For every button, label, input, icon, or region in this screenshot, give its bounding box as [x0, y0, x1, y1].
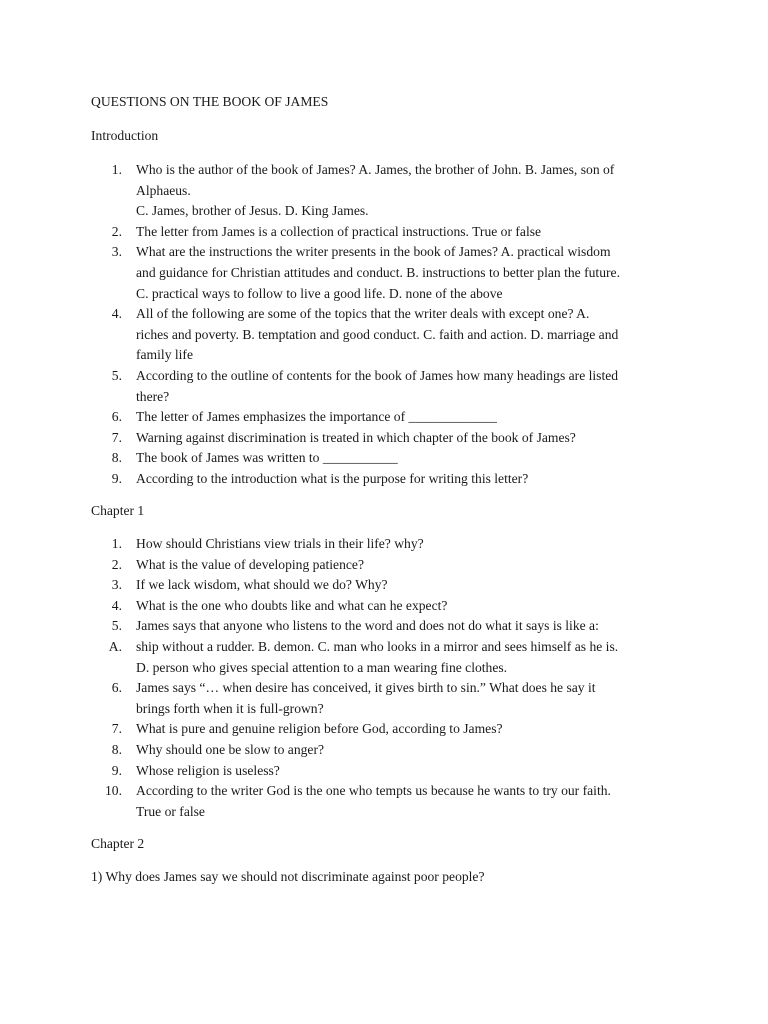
chapter-1-question-list: [0, 534, 768, 822]
question-item: [0, 575, 676, 596]
question-item: [0, 761, 676, 782]
question-text-line: According to the outline of contents for the book of James how many headings are listed: [136, 367, 619, 383]
question-number: 10.: [105, 783, 122, 799]
question-text-line: there?: [136, 388, 170, 404]
question-item: [0, 448, 676, 469]
question-item: [0, 740, 676, 761]
question-number: 3.: [111, 244, 122, 260]
question-item: [0, 616, 676, 637]
question-text-line: Alphaeus.: [136, 182, 191, 198]
introduction-question-list: [0, 160, 768, 490]
chapter-2-question-1: 1) Why does James say we should not discriminate against poor people?: [91, 869, 485, 884]
heading-introduction: Introduction: [91, 128, 159, 143]
question-text-line: Warning against discrimination is treated in which chapter of the book of James?: [136, 429, 576, 445]
question-text-line: C. practical ways to follow to live a good life. D. none of the above: [136, 285, 503, 301]
question-text-line: The letter of James emphasizes the importance of _____________: [136, 409, 497, 425]
question-text-line: Who is the author of the book of James? A. James, the brother of John. B. James, son of: [136, 162, 615, 177]
question-text-line: D. person who gives special attention to a man wearing fine clothes.: [136, 659, 508, 675]
question-number: A.: [108, 638, 122, 654]
question-text-line: What is the one who doubts like and what can he expect?: [136, 597, 448, 613]
question-text-line: All of the following are some of the topics that the writer deals with except one? A.: [136, 306, 590, 322]
question-item: [0, 160, 676, 222]
question-text-line: James says that anyone who listens to the word and does not do what it says is like a:: [136, 618, 599, 634]
question-number: 4.: [111, 306, 122, 322]
question-item: [0, 596, 676, 617]
question-item: [0, 555, 676, 576]
question-number: 9.: [111, 470, 122, 486]
question-number: 1.: [111, 536, 122, 551]
question-text-line: brings forth when it is full-grown?: [136, 700, 324, 716]
question-number: 1.: [111, 162, 122, 177]
question-number: 7.: [111, 429, 122, 445]
question-number: 3.: [111, 577, 122, 593]
question-number: 5.: [111, 367, 122, 383]
question-item: [0, 469, 676, 490]
question-item: [0, 304, 676, 366]
heading-chapter-2: Chapter 2: [91, 836, 145, 851]
question-item: [0, 637, 676, 678]
question-item: [0, 222, 676, 243]
question-text-line: The book of James was written to ___________: [136, 450, 398, 466]
heading-chapter-1: Chapter 1: [91, 503, 145, 518]
question-text-line: riches and poverty. B. temptation and good conduct. C. faith and action. D. marriage and: [136, 326, 619, 342]
question-text-line: How should Christians view trials in their life? why?: [136, 536, 424, 551]
question-text-line: James says “… when desire has conceived, it gives birth to sin.” What does he say it: [136, 680, 596, 696]
question-text-line: What is the value of developing patience?: [136, 556, 364, 572]
question-text-line: What is pure and genuine religion before God, according to James?: [136, 721, 503, 737]
question-item: [0, 678, 676, 719]
question-item: [0, 719, 676, 740]
question-number: 7.: [111, 721, 122, 737]
question-number: 5.: [111, 618, 122, 634]
question-text-line: If we lack wisdom, what should we do? Why?: [136, 577, 388, 593]
question-text-line: Whose religion is useless?: [136, 762, 280, 778]
question-text-line: According to the writer God is the one who tempts us because he wants to try our faith.: [136, 783, 611, 799]
question-text-line: C. James, brother of Jesus. D. King James.: [136, 203, 369, 219]
question-item: [0, 781, 676, 822]
question-number: 6.: [111, 680, 122, 696]
question-text-line: True or false: [136, 803, 205, 819]
question-item: [0, 428, 676, 449]
question-text-line: family life: [136, 347, 193, 363]
question-text-line: The letter from James is a collection of practical instructions. True or false: [136, 223, 542, 239]
question-text-line: According to the introduction what is the purpose for writing this letter?: [136, 470, 529, 486]
question-item: [0, 366, 676, 407]
question-number: 8.: [111, 450, 122, 466]
question-number: 8.: [111, 741, 122, 757]
question-text-line: ship without a rudder. B. demon. C. man who looks in a mirror and sees himself as he is.: [136, 638, 619, 654]
question-item: [0, 242, 676, 304]
question-number: 4.: [111, 597, 122, 613]
question-number: 2.: [111, 556, 122, 572]
question-number: 6.: [111, 409, 122, 425]
question-text-line: What are the instructions the writer presents in the book of James? A. practical wisdom: [136, 244, 611, 260]
question-item: [0, 534, 676, 555]
question-number: 9.: [111, 762, 122, 778]
document-title: QUESTIONS ON THE BOOK OF JAMES: [91, 94, 329, 109]
question-text-line: and guidance for Christian attitudes and conduct. B. instructions to better plan the future.: [136, 264, 620, 280]
question-text-line: Why should one be slow to anger?: [136, 741, 325, 757]
question-number: 2.: [111, 223, 122, 239]
question-item: [0, 407, 676, 428]
